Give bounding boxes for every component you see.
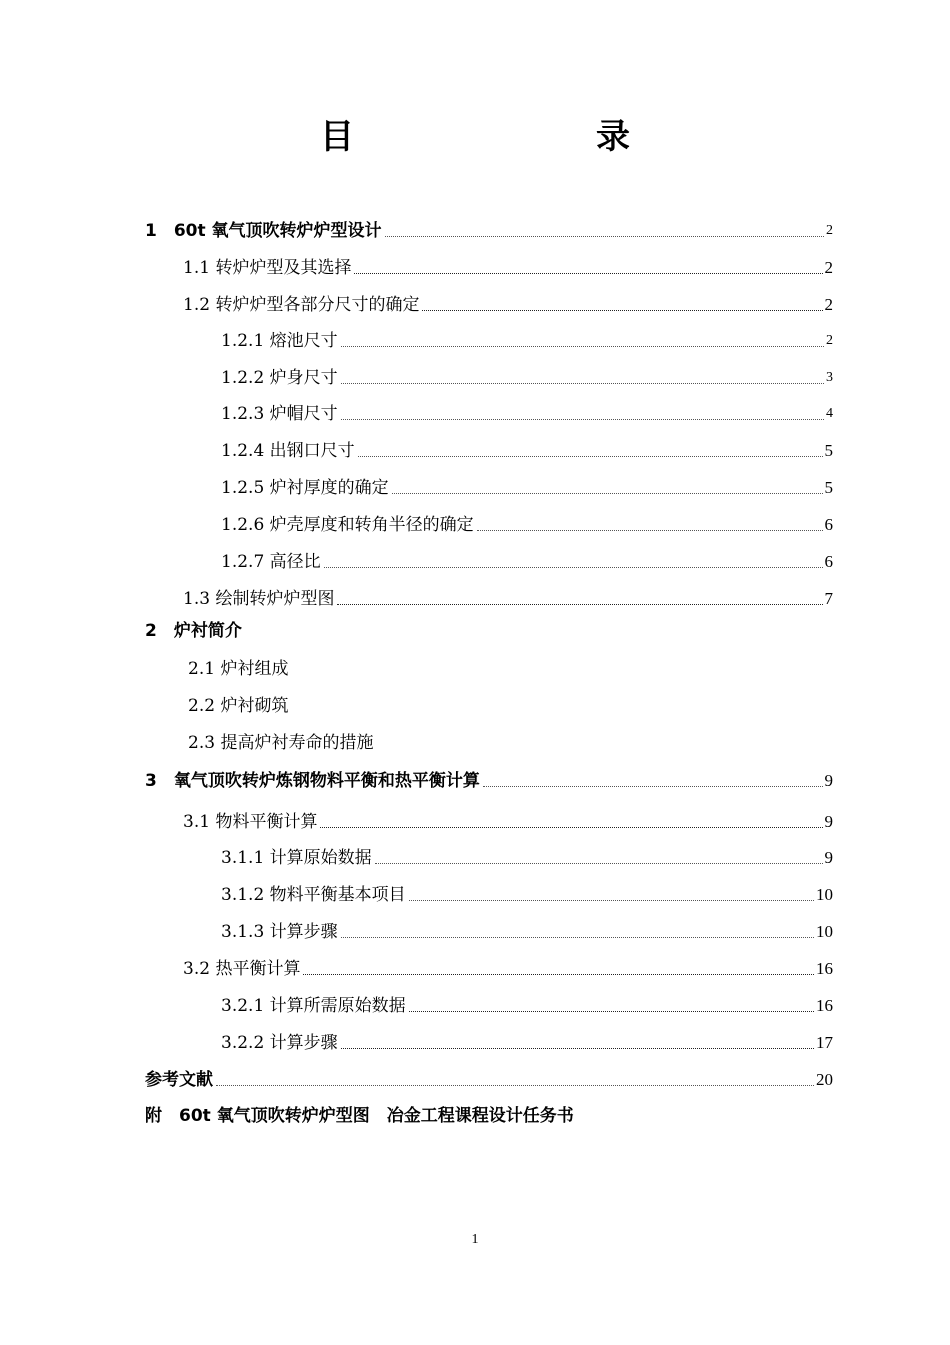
dot-leader [337,604,822,605]
toc-page-number: 6 [824,515,833,534]
toc-entry[interactable] [221,512,833,536]
toc-entry[interactable] [188,656,833,680]
toc-page-number: 20 [816,1070,833,1089]
page-number-footer: 1 [471,1232,479,1247]
dot-leader [422,310,822,311]
toc-page-number: 4 [826,406,833,421]
toc-page-number: 2 [826,223,833,238]
toc-entry-label: 2 炉衬简介 [145,621,242,641]
toc-entry[interactable] [221,1030,833,1054]
page-title: 目 录 [320,117,688,157]
toc-entry-label: 3.1.3 计算步骤 [221,922,338,942]
toc-page-number: 9 [824,848,833,867]
toc-entry[interactable] [221,919,833,943]
toc-page-number: 10 [816,885,833,904]
dot-leader [341,383,824,384]
toc-page-number: 16 [816,959,833,978]
toc-entry-label: 3.2 热平衡计算 [183,959,301,979]
toc-entry-label: 1.2.7 高径比 [221,552,321,572]
toc-entry-label: 1.3 绘制转炉炉型图 [183,589,335,609]
toc-page-number: 2 [826,333,833,348]
toc-entry-label: 1.2.4 出钢口尺寸 [221,441,355,461]
toc-entry[interactable] [145,618,833,642]
toc-page-number: 3 [826,370,833,385]
dot-leader [341,419,824,420]
toc-entry[interactable] [183,956,833,980]
toc-entry[interactable] [188,693,833,717]
toc-entry-label: 参考文献 [145,1070,213,1090]
dot-leader [320,827,822,828]
toc-entry-label: 1.2.5 炉衬厚度的确定 [221,478,389,498]
dot-leader [358,456,823,457]
toc-entry-label: 1.2.1 熔池尺寸 [221,331,338,351]
toc-entry-label: 3.1 物料平衡计算 [183,812,318,832]
dot-leader [409,1011,814,1012]
toc-entry-label: 1.2.6 炉壳厚度和转角半径的确定 [221,515,474,535]
toc-page-number: 16 [816,996,833,1015]
toc-entry-label: 附 60t 氧气顶吹转炉炉型图 冶金工程课程设计任务书 [145,1106,574,1126]
toc-entry[interactable] [188,730,833,754]
toc-entry-label: 2.3 提高炉衬寿命的措施 [188,733,374,753]
dot-leader [385,236,824,237]
toc-entry[interactable] [221,475,833,499]
dot-leader [409,900,814,901]
toc-entry[interactable] [145,1067,833,1091]
toc-entry-label: 3.1.1 计算原始数据 [221,848,372,868]
dot-leader [483,786,823,787]
toc-entry[interactable] [221,993,833,1017]
toc-entry-label: 3.1.2 物料平衡基本项目 [221,885,406,905]
toc-entry[interactable] [183,292,833,316]
toc-entry[interactable] [221,845,833,869]
toc-page-number: 2 [824,295,833,314]
toc-entry-label: 2.2 炉衬砌筑 [188,696,289,716]
toc-entry[interactable] [183,586,833,610]
toc-entry[interactable] [221,438,833,462]
toc-page-number: 5 [824,441,833,460]
toc-page-number: 6 [824,552,833,571]
toc-entry[interactable] [145,218,833,242]
toc-page-number: 7 [824,589,833,608]
dot-leader [303,974,814,975]
toc-entry-label: 2.1 炉衬组成 [188,659,289,679]
toc-page-number: 5 [824,478,833,497]
dot-leader [477,530,823,531]
toc-page-number: 17 [816,1033,833,1052]
toc-entry[interactable] [221,882,833,906]
dot-leader [324,567,823,568]
toc-entry[interactable] [183,255,833,279]
dot-leader [341,346,824,347]
toc-page-number: 9 [824,812,833,831]
dot-leader [354,273,822,274]
toc-page-number: 10 [816,922,833,941]
toc-entry-label: 3.2.2 计算步骤 [221,1033,338,1053]
toc-entry[interactable] [221,365,833,389]
toc-entry[interactable] [221,328,833,352]
toc-page-number: 9 [824,771,833,790]
dot-leader [216,1085,814,1086]
toc-entry[interactable] [145,1103,833,1127]
dot-leader [375,863,823,864]
toc-entry[interactable] [221,549,833,573]
toc-entry-label: 1 60t 氧气顶吹转炉炉型设计 [145,221,382,241]
toc-entry-label: 1.2 转炉炉型各部分尺寸的确定 [183,295,420,315]
dot-leader [341,1048,814,1049]
toc-entry[interactable] [221,401,833,425]
toc-entry-label: 3 氧气顶吹转炉炼钢物料平衡和热平衡计算 [145,771,480,791]
toc-entry-label: 1.1 转炉炉型及其选择 [183,258,352,278]
toc-entry[interactable] [145,768,833,792]
toc-entry-label: 3.2.1 计算所需原始数据 [221,996,406,1016]
dot-leader [392,493,823,494]
dot-leader [341,937,814,938]
toc-entry-label: 1.2.2 炉身尺寸 [221,368,338,388]
toc-entry[interactable] [183,809,833,833]
toc-entry-label: 1.2.3 炉帽尺寸 [221,404,338,424]
toc-page-number: 2 [824,258,833,277]
